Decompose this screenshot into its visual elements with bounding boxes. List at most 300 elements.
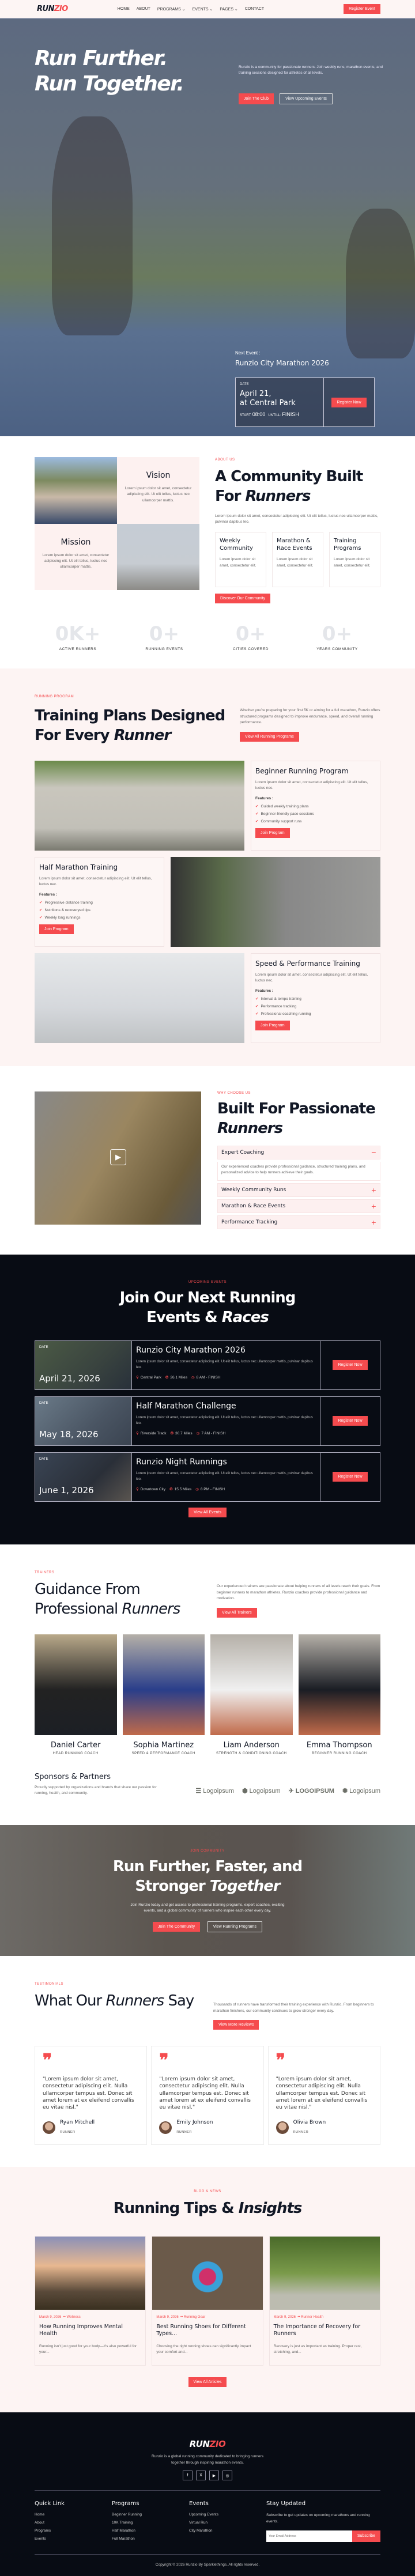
event-image	[35, 1397, 132, 1445]
quote-icon: ❞	[276, 2050, 285, 2071]
footer-link[interactable]: Full Marathon	[112, 2537, 135, 2541]
next-event	[235, 350, 329, 367]
nav-events[interactable]: EVENTS ⌄	[192, 7, 213, 12]
program-image	[35, 953, 244, 1043]
event-image	[35, 1341, 132, 1389]
logo-mark-icon: ✈	[288, 1788, 294, 1795]
event-location	[136, 1375, 161, 1380]
view-all-articles-button[interactable]: View All Articles	[188, 2377, 227, 2387]
heading-text: Training Plans Designed For Every	[35, 707, 225, 745]
heading-italic: Insights	[238, 2200, 302, 2218]
logo-text-a: RUN	[189, 2439, 210, 2450]
features-label: Features :	[39, 892, 58, 897]
event-distance	[169, 1487, 191, 1491]
event-date: May 18, 2026	[39, 1429, 99, 1440]
stat-label: YEARS COMMUNITY	[316, 647, 358, 652]
blog-excerpt: Running isn't just good for your body—it's also powerful for your...	[39, 2344, 137, 2355]
check-icon: ✔	[255, 996, 259, 1001]
trainer-photo	[35, 1634, 117, 1735]
programs-text: Whether you're preparing for your first 5K or aiming for a full marathon, Runzio offers structured programs designed to improve endurance, speed, and overall running performance.	[240, 708, 380, 725]
check-icon: ✔	[255, 1004, 259, 1009]
mission-text: Lorem ipsum dolor sit amet, consectetur adipiscing elit. Ut elit tellus, luctus nec ullamcorper mattis.	[42, 553, 110, 569]
logo-text: Logoipsum	[249, 1788, 281, 1795]
blog-cards	[35, 2236, 380, 2366]
program-title: Half Marathon Training	[39, 863, 118, 871]
logo-mark-icon: ⬢	[242, 1788, 248, 1795]
stats-row	[35, 623, 380, 651]
blog-excerpt: Recovery is just as important as training. Proper rest, stretching, and...	[273, 2344, 362, 2355]
blog-card[interactable]: March 9, 2026 •• Runner Health The Importance of Recovery for Runners Recovery is just as important as training. Proper rest, stretching, and...	[269, 2236, 380, 2366]
event-title: Half Marathon Challenge	[136, 1401, 236, 1411]
distance-text: 30.7 Miles	[175, 1431, 193, 1436]
instagram-icon[interactable]: ◎	[222, 2471, 232, 2480]
footer-link[interactable]: Half Marathon	[112, 2529, 135, 2533]
clock-icon: ◷	[196, 1431, 200, 1436]
section-label: RUNNING PROGRAM	[35, 695, 74, 699]
event-location: at Central Park	[240, 399, 296, 407]
hero-title-line2: Run Together.	[35, 72, 184, 96]
heading-italic: Runners	[245, 487, 311, 505]
heading-italic: Runners	[122, 1600, 180, 1618]
start-label: START:	[240, 414, 252, 417]
pin-icon: ⚲	[136, 1376, 139, 1380]
trainer-card[interactable]	[35, 1634, 117, 1755]
stat-item	[294, 623, 380, 651]
stat-label: RUNNING EVENTS	[145, 647, 183, 652]
program-card	[35, 857, 164, 947]
trainer-photo	[210, 1634, 293, 1735]
features-label: Features :	[255, 796, 274, 800]
distance-icon: ✪	[165, 1376, 169, 1380]
section-label: BLOG & NEWS	[194, 2190, 221, 2194]
blog-date: March 9, 2026	[156, 2316, 179, 2320]
about-heading	[215, 467, 380, 507]
subscribe-button[interactable]: Subscribe	[352, 2530, 380, 2542]
trainers-text: Our experienced trainers are passionate about helping runners of all levels reach their goals. From beginner runners to marathon athletes, Runzio coaches provide professional guidance and motivation.	[217, 1584, 380, 1601]
clock-icon: ◷	[191, 1376, 195, 1380]
blog-category[interactable]: Running Gear	[183, 2316, 206, 2320]
feature-text: Interval & tempo training	[261, 996, 301, 1001]
event-time	[195, 1487, 225, 1491]
footer-col-title: Events	[189, 2501, 209, 2507]
stat-value: 0+	[149, 622, 180, 646]
event-text: Lorem ipsum dolor sit amet, consectetur adipiscing elit. Ut elit tellus, luctus nec ullamcorper mattis, pulvinar dapibus leo.	[136, 1415, 313, 1425]
trainer-name: Daniel Carter	[51, 1740, 101, 1750]
plus-icon: +	[371, 1218, 376, 1226]
program-text: Lorem ipsum dolor sit amet, consectetur adipiscing elit. Ut elit tellus, luctus nec.	[255, 780, 368, 791]
feature-item	[39, 908, 160, 912]
footer-link[interactable]: 10K Training	[112, 2521, 133, 2525]
nav-about[interactable]: ABOUT	[136, 6, 150, 11]
join-program-button[interactable]: Join Program	[255, 1021, 290, 1030]
testimonial-quote: "Lorem ipsum dolor sit amet, consectetur adipiscing elit. Nulla ullamcorper tempus est. Donec sit amet lorem at ex eleifend convallis eu vitae nisl."	[43, 2076, 134, 2111]
event-location	[136, 1487, 165, 1491]
hero-lead: Runzio is a community for passionate runners. Join weekly runs, marathon events, and training sessions designed for athletes of all levels.	[239, 65, 383, 75]
register-event-button[interactable]: Register Event	[344, 4, 380, 14]
feature-text: Lorem ipsum dolor sit amet, consectetur elit.	[277, 557, 314, 568]
trainers-section	[0, 1544, 415, 1825]
footer-link[interactable]: Events	[35, 2537, 46, 2541]
sponsor-logo	[342, 1787, 380, 1795]
feature-text: Lorem ipsum dolor sit amet, consectetur elit.	[220, 557, 256, 568]
pin-icon: ⚲	[136, 1431, 139, 1436]
check-icon: ✔	[39, 900, 43, 905]
logo-mark-icon: ☰	[195, 1788, 202, 1795]
event-row	[35, 1396, 380, 1446]
footer-col-title: Programs	[112, 2501, 139, 2507]
trainer-photo	[299, 1634, 381, 1735]
hero	[0, 18, 415, 436]
cta-banner	[0, 1825, 415, 1956]
testimonials-heading	[35, 1992, 202, 2011]
trainer-name: Sophia Martinez	[133, 1740, 194, 1750]
logo[interactable]	[37, 5, 68, 13]
blog-image	[152, 2237, 262, 2310]
join-community-button[interactable]: Join The Community	[153, 1922, 200, 1932]
heading-text: Run Further, Faster, and Stronger	[112, 1858, 303, 1895]
hero-title-line1: Run Further.	[35, 47, 167, 70]
footer-link[interactable]: City Marathon	[189, 2529, 213, 2533]
feature-title: Marathon & Race Events	[277, 538, 312, 552]
avatar	[43, 2121, 55, 2134]
facebook-icon[interactable]: f	[183, 2471, 193, 2480]
hero-title	[35, 46, 231, 97]
next-event-box	[235, 377, 375, 427]
about-content	[215, 457, 380, 603]
program-text: Lorem ipsum dolor sit amet, consectetur adipiscing elit. Ut elit tellus, luctus nec.	[255, 972, 368, 983]
blog-section	[0, 2167, 415, 2412]
stat-value: 0+	[235, 622, 266, 646]
register-now-button[interactable]: Register Now	[333, 1360, 367, 1370]
program-row	[35, 857, 380, 947]
stat-value: 0+	[322, 622, 353, 646]
event-title: Runzio City Marathon 2026	[136, 1345, 246, 1355]
feature-item	[255, 996, 376, 1001]
accordion	[217, 1146, 380, 1230]
heading-italic: Together	[209, 1878, 280, 1895]
logo-text: Logoipsum	[203, 1788, 235, 1795]
program-image	[171, 857, 380, 947]
trainers-heading	[35, 1580, 207, 1619]
date-label: DATE	[39, 1345, 48, 1349]
blog-image	[35, 2237, 145, 2310]
clock-icon: ◷	[195, 1487, 199, 1492]
feature-card	[215, 532, 266, 587]
heading-text: What Our	[35, 1992, 106, 2010]
blog-title[interactable]: How Running Improves Mental Health	[39, 2324, 123, 2337]
event-date: June 1, 2026	[39, 1485, 94, 1495]
section-label: WHY CHOOSE US	[217, 1091, 251, 1095]
trainer-card[interactable]	[123, 1634, 205, 1755]
why-heading	[217, 1100, 380, 1139]
trainer-role: BEGINNER RUNNING COACH	[312, 1751, 367, 1755]
author-name: Emily Johnson	[176, 2119, 213, 2125]
feature-text: Guided weekly training plans	[261, 804, 309, 809]
section-label: UPCOMING EVENTS	[188, 1281, 227, 1285]
plus-icon: +	[371, 1202, 376, 1210]
author-role: RUNNER	[60, 2130, 76, 2134]
feature-item	[39, 900, 160, 905]
next-event-label: Next Event :	[235, 350, 261, 356]
check-icon: ✔	[255, 819, 259, 824]
logo-mark-icon: ✺	[342, 1788, 348, 1795]
feature-text: Nutritions & recoveryed tips	[44, 908, 90, 912]
footer-about: Runzio is a global running community dedicated to bringing runners together through inspiring marathon events.	[151, 2454, 264, 2465]
blog-heading	[35, 2199, 380, 2219]
nav-home[interactable]: HOME	[117, 6, 130, 11]
trainer-name: Emma Thompson	[306, 1740, 372, 1750]
feature-title: Weekly Community	[220, 538, 253, 552]
join-program-button[interactable]: Join Program	[39, 924, 74, 934]
heading-italic: Runners	[105, 1992, 164, 2010]
footer-link[interactable]: About	[35, 2521, 44, 2525]
date-label: DATE	[240, 383, 249, 386]
nav-contact[interactable]: CONTACT	[244, 6, 265, 11]
view-trainers-button[interactable]: View All Trainers	[217, 1608, 257, 1618]
footer-link[interactable]: Virtual Run	[189, 2521, 208, 2525]
feature-text: Community support runs	[261, 819, 302, 824]
event-time	[191, 1375, 221, 1380]
blog-title[interactable]: Best Running Shoes for Different Types...	[156, 2324, 246, 2337]
heading-text: Built For Passionate	[217, 1100, 375, 1117]
heading-italic: Races	[221, 1309, 269, 1327]
hero-buttons	[239, 93, 333, 104]
testimonial-quote: "Lorem ipsum dolor sit amet, consectetur adipiscing elit. Nulla ullamcorper tempus est. Donec sit amet lorem at ex eleifend convallis eu vitae nisl."	[159, 2076, 251, 2111]
footer-link[interactable]: Programs	[35, 2529, 51, 2533]
next-event-title: Runzio City Marathon 2026	[235, 359, 329, 367]
vision-mission-grid	[35, 457, 199, 590]
accordion-item-performance[interactable]	[217, 1215, 380, 1229]
event-distance	[171, 1431, 193, 1436]
time-text: 7 AM - FINISH	[201, 1431, 226, 1436]
feature-item	[255, 1004, 376, 1009]
blog-card[interactable]: March 9, 2026 •• Running Gear Best Running Shoes for Different Types... Choosing the right running shoes can significantly impact your comfort and...	[152, 2236, 263, 2366]
footer-link[interactable]: Beginner Running	[112, 2513, 142, 2517]
feature-text: Lorem ipsum dolor sit amet, consectetur elit.	[334, 557, 371, 568]
events-section	[0, 1255, 415, 1544]
youtube-icon[interactable]: ▶	[209, 2471, 219, 2480]
minus-icon: −	[371, 1149, 376, 1157]
accordion-title: Expert Coaching	[221, 1149, 265, 1155]
logo-text: LOGOIPSUM	[295, 1788, 334, 1795]
trainer-card[interactable]	[299, 1634, 381, 1755]
event-location	[136, 1431, 167, 1436]
blog-date: March 9, 2026	[273, 2316, 296, 2320]
footer-logo[interactable]	[35, 2439, 380, 2449]
feature-item	[255, 819, 376, 824]
until-label: UNTILL:	[268, 414, 281, 417]
feature-card	[272, 532, 323, 587]
location-text: Riverside Track	[140, 1431, 167, 1436]
sponsor-logo	[195, 1787, 234, 1795]
feature-title: Training Programs	[334, 538, 361, 552]
logo-text: Logoipsum	[349, 1788, 380, 1795]
video-thumbnail[interactable]	[35, 1091, 201, 1225]
section-label: TRAINERS	[35, 1571, 55, 1575]
event-time	[197, 1431, 226, 1436]
stat-item	[207, 623, 294, 651]
footer-link[interactable]: Upcoming Events	[189, 2513, 218, 2517]
view-all-events-button[interactable]: View All Events	[188, 1508, 227, 1517]
trainer-photo	[123, 1634, 205, 1735]
feature-text: Beginner-friendly pace sessions	[261, 811, 314, 816]
main-menu	[118, 7, 264, 12]
accordion-item-expert-coaching[interactable]	[217, 1146, 380, 1159]
stat-label: ACTIVE RUNNERS	[59, 647, 97, 652]
runner-photo	[117, 524, 199, 591]
mission-card	[35, 524, 117, 591]
newsletter-text: Subscribe to get updates on upcoming marathons and running events.	[266, 2513, 370, 2524]
feature-item	[255, 804, 376, 809]
testimonial-quote: "Lorem ipsum dolor sit amet, consectetur adipiscing elit. Nulla ullamcorper tempus est. Donec sit amet lorem at ex eleifend convallis eu vitae nisl."	[276, 2076, 368, 2111]
heading-text: A Community Built For	[215, 468, 363, 505]
register-now-button[interactable]: Register Now	[333, 1416, 367, 1426]
author-name: Ryan Mitchell	[60, 2119, 95, 2125]
event-row	[35, 1340, 380, 1390]
testimonial-card	[151, 2046, 263, 2144]
avatar	[159, 2121, 172, 2134]
feature-card	[329, 532, 380, 587]
social-links	[35, 2471, 380, 2480]
about-section	[0, 436, 415, 668]
nav-pages[interactable]: PAGES ⌄	[220, 7, 238, 12]
trainer-name: Liam Anderson	[223, 1740, 280, 1750]
testimonial-card	[268, 2046, 380, 2144]
date-label: DATE	[39, 1401, 48, 1405]
accordion-body: Our experienced coaches provide professional guidance, structured training plans, and personalized advice to help runners achieve their goals.	[217, 1162, 380, 1181]
until-value: FINISH	[282, 411, 299, 417]
heading-italic: Runners	[217, 1119, 283, 1137]
program-image	[35, 761, 244, 851]
footer-col-title: Quick Link	[35, 2501, 65, 2507]
cta-heading	[110, 1857, 305, 1897]
heading-text: Running Tips &	[113, 2200, 239, 2218]
blog-date: March 9, 2026	[39, 2316, 62, 2320]
trainer-role: HEAD RUNNING COACH	[52, 1751, 99, 1755]
blog-category[interactable]: Wellness	[66, 2316, 81, 2320]
quote-icon: ❞	[159, 2050, 169, 2071]
logo-text-a: RUN	[37, 5, 54, 13]
view-running-programs-button[interactable]: View Running Programs	[207, 1921, 262, 1932]
sponsors-title: Sponsors & Partners	[35, 1772, 111, 1781]
feature-text: Progressive distance training	[44, 900, 93, 905]
blog-excerpt: Choosing the right running shoes can significantly impact your comfort and...	[156, 2344, 251, 2355]
check-icon: ✔	[39, 908, 43, 912]
event-image	[35, 1453, 132, 1501]
newsletter-title: Stay Updated	[266, 2501, 306, 2507]
author-role: RUNNER	[293, 2130, 309, 2134]
accordion-item-weekly-runs[interactable]	[217, 1183, 380, 1197]
program-card	[251, 761, 380, 851]
heading-text: Guidance From Professional	[35, 1581, 140, 1618]
stat-label: CITIES COVERED	[233, 647, 269, 652]
stat-item	[35, 623, 121, 651]
copyright: Copyright © 2026 Runzio By Sparklethings. All rights reserved.	[155, 2563, 260, 2567]
testimonial-card	[35, 2046, 147, 2144]
view-programs-button[interactable]: View All Running Programs	[240, 732, 299, 742]
blog-category[interactable]: Runner Health	[301, 2316, 323, 2320]
plus-icon: +	[371, 1186, 376, 1194]
hero-runner-image	[52, 116, 133, 335]
heading-italic: Runner	[114, 727, 171, 745]
events-heading	[104, 1289, 311, 1328]
feature-text: Performance tracking	[261, 1004, 297, 1009]
program-row	[35, 953, 380, 1043]
vision-text: Lorem ipsum dolor sit amet, consectetur adipiscing elit. Ut elit tellus, luctus nec ullamcorper mattis.	[124, 486, 192, 503]
accordion-item-race-events[interactable]	[217, 1199, 380, 1213]
discover-community-button[interactable]: Discover Our Community	[215, 594, 270, 603]
event-row	[35, 1452, 380, 1502]
sponsors-text: Proudly supported by organizations and brands that share our passion for running, health, and community.	[35, 1785, 157, 1796]
event-date: April 21,	[240, 390, 271, 398]
sponsor-logo	[289, 1787, 334, 1795]
program-text: Lorem ipsum dolor sit amet, consectetur adipiscing elit. Ut elit tellus, luctus nec.	[39, 876, 152, 887]
program-row	[35, 761, 380, 851]
join-program-button[interactable]: Join Program	[255, 828, 290, 838]
program-card	[251, 953, 380, 1043]
feature-text: Professional coaching running	[261, 1011, 311, 1016]
blog-image	[270, 2237, 380, 2310]
testimonial-cards	[35, 2046, 380, 2144]
features-label: Features :	[255, 988, 274, 993]
blog-title[interactable]: The Importance of Recovery for Runners	[273, 2324, 361, 2337]
vision-title: Vision	[146, 471, 171, 480]
trainer-card[interactable]	[210, 1634, 293, 1755]
about-text: Lorem ipsum dolor sit amet, consectetur adipiscing elit. Ut elit tellus, luctus nec ullamcorper mattis, pulvinar dapibus leo.	[215, 513, 379, 524]
event-distance	[165, 1375, 187, 1380]
distance-text: 15.5 Miles	[174, 1487, 192, 1492]
join-club-button[interactable]: Join The Club	[239, 93, 274, 104]
accordion-title: Marathon & Race Events	[221, 1203, 286, 1210]
accordion-title: Weekly Community Runs	[221, 1187, 286, 1193]
register-now-button[interactable]: Register Now	[331, 398, 366, 407]
x-icon[interactable]: X	[196, 2471, 206, 2480]
heading-text-end: Say	[164, 1992, 194, 2010]
avatar	[276, 2121, 289, 2134]
sponsors	[35, 1773, 380, 1797]
check-icon: ✔	[255, 1011, 259, 1016]
event-title: Runzio Night Runnings	[136, 1457, 227, 1467]
location-text: Central Park	[140, 1376, 161, 1380]
start-time: 08:00	[252, 411, 266, 417]
check-icon: ✔	[255, 804, 259, 809]
feature-text: Weekly long runnings	[44, 915, 81, 920]
view-events-button[interactable]: View Upcoming Events	[280, 93, 333, 104]
distance-icon: ✪	[169, 1487, 173, 1492]
view-reviews-button[interactable]: View More Reviews	[213, 2020, 259, 2030]
section-label: ABOUT US	[215, 458, 235, 462]
logo-text-b: ZIO	[54, 5, 68, 13]
feature-item	[39, 915, 160, 920]
event-text: Lorem ipsum dolor sit amet, consectetur adipiscing elit. Ut elit tellus, luctus nec ullamcorper mattis, pulvinar dapibus leo.	[136, 1359, 313, 1369]
date-label: DATE	[39, 1457, 48, 1461]
check-icon: ✔	[255, 811, 259, 816]
footer-link[interactable]: Home	[35, 2513, 45, 2517]
accordion-title: Performance Tracking	[221, 1219, 278, 1226]
email-input[interactable]	[266, 2530, 352, 2542]
why-section	[0, 1066, 415, 1255]
feature-cards	[215, 532, 380, 587]
blog-card[interactable]: March 9, 2026 •• Wellness How Running Improves Mental Health Running isn't just good for your body—it's also powerful for your...	[35, 2236, 146, 2366]
register-now-button[interactable]: Register Now	[333, 1472, 367, 1482]
section-label: JOIN COMMUNITY	[190, 1849, 225, 1853]
play-icon[interactable]: ▶	[110, 1149, 126, 1165]
nav-programs[interactable]: PROGRAMS ⌄	[157, 7, 186, 12]
logo-text-b: ZIO	[209, 2439, 226, 2450]
feature-item	[255, 1011, 376, 1016]
testimonials-section	[0, 1956, 415, 2167]
testimonials-text: Thousands of runners have transformed their training experience with Runzio. From beginners to marathon finishers, our community continues to grow stronger every day.	[213, 2003, 374, 2013]
